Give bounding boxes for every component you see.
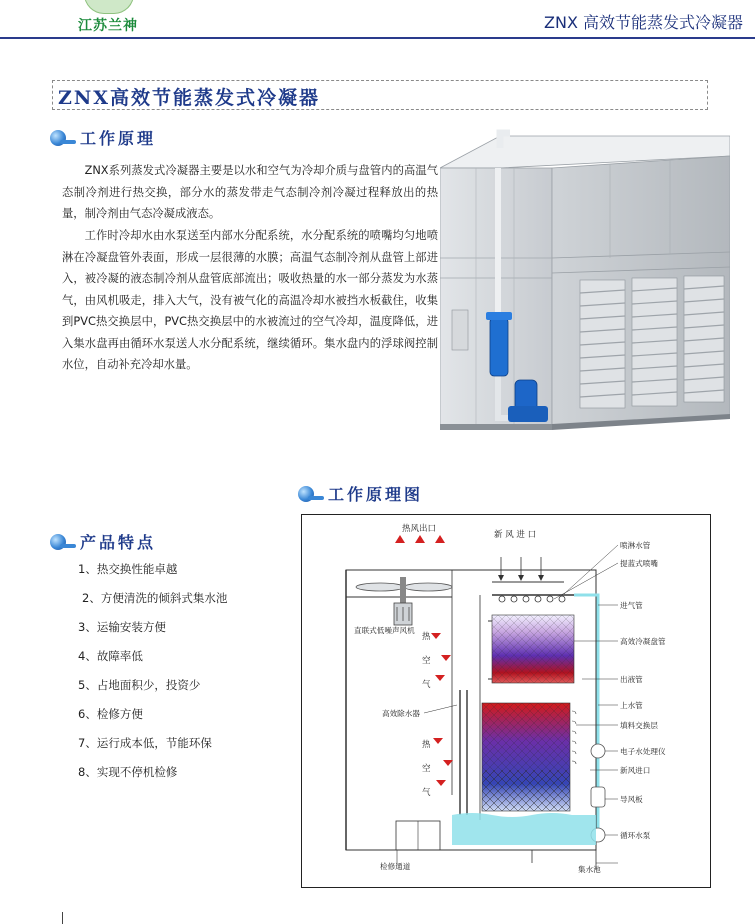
louver-icon xyxy=(591,787,605,807)
header-title: ZNX 高效节能蒸发式冷凝器 xyxy=(544,13,743,32)
fan-icon xyxy=(356,577,452,625)
feature-item: 6、检修方便 xyxy=(78,707,143,721)
label-eliminator: 高效除水器 xyxy=(382,709,420,718)
globe-bullet-icon xyxy=(298,486,324,502)
label-nozzle: 提蓝式喷嘴 xyxy=(620,559,658,568)
condenser-photo xyxy=(440,128,730,433)
principle-title: 工作原理 xyxy=(80,129,157,148)
globe-bullet-icon xyxy=(50,534,76,550)
globe-bullet-icon xyxy=(50,130,76,146)
principle-paragraph-2: 工作时冷却水由水泵送至内部水分配系统，水分配系统的喷嘴均匀地喷淋在冷凝盘管外表面，形成一层很薄的水膜；高温气态制冷剂从盘管上部进入，被冷凝的液态制冷剂从盘管底部流出；吸收热量的水一部分蒸发为水蒸气，由风机吸走，排入大气，没有被气化的高温冷却水被挡水板截住，收集到PVC热交换层中，PVC热交换层中的水被流过的空气冷却，温度降低，进入集水盘再由循环水泵送人水分配系统，继续循环。集水盘内的浮球阀控制水位，自动补充冷却水量。 xyxy=(62,229,438,371)
feature-item: 3、运输安装方便 xyxy=(78,620,166,634)
label-coil: 高效冷凝盘管 xyxy=(620,637,666,646)
label-supply-pipe: 上水管 xyxy=(620,701,643,710)
features-title: 产品特点 xyxy=(80,533,157,552)
principle-paragraph-1: ZNX系列蒸发式冷凝器主要是以水和空气为冷却介质与盘管内的高温气态制冷剂进行热交换，部分水的蒸发带走气态制冷剂冷凝过程释放出的热量，制冷剂由气态冷凝成液态。 xyxy=(62,164,438,220)
diagram-heading xyxy=(298,482,423,505)
feature-item: 7、运行成本低，节能环保 xyxy=(78,736,212,750)
label-hot-air-2c: 气 xyxy=(422,788,431,798)
label-hot-air-1b: 空 xyxy=(422,656,431,666)
label-hot-air-1c: 气 xyxy=(422,680,431,690)
label-outlet-pipe: 出液管 xyxy=(620,675,643,684)
diagram-title: 工作原理图 xyxy=(328,485,424,504)
label-basin: 集水池 xyxy=(578,865,601,874)
label-access: 检修通道 xyxy=(380,862,411,871)
label-electronic: 电子水处理仪 xyxy=(620,747,666,756)
label-spray-pipe: 喷淋水管 xyxy=(620,541,651,550)
label-hot-air-2a: 热 xyxy=(422,740,431,750)
label-hot-air-out: 热风出口 xyxy=(402,524,437,534)
feature-item: 1、热交换性能卓越 xyxy=(78,562,178,576)
label-pump: 循环水泵 xyxy=(620,831,651,840)
label-fan: 直联式低噪声风机 xyxy=(354,626,415,635)
brand-logo-icon xyxy=(84,0,134,14)
diagram-svg xyxy=(302,515,710,887)
label-fill: 填料交换层 xyxy=(620,721,658,730)
main-title: ZNX高效节能蒸发式冷凝器 xyxy=(58,87,320,109)
page-edge-mark xyxy=(62,912,63,924)
label-hot-air-1a: 热 xyxy=(422,632,431,642)
feature-item: 2、方便清洗的倾斜式集水池 xyxy=(82,591,228,605)
label-fresh-air-in: 新 风 进 口 xyxy=(494,530,537,540)
features-heading xyxy=(50,530,156,553)
header-rule xyxy=(0,37,755,39)
page-header xyxy=(0,0,755,40)
label-air-inlet: 新风进口 xyxy=(620,766,651,775)
feature-item: 5、占地面积少，投资少 xyxy=(78,678,201,692)
water-treatment-icon xyxy=(591,744,605,758)
label-hot-air-2b: 空 xyxy=(422,764,431,774)
feature-item: 8、实现不停机检修 xyxy=(78,765,178,779)
feature-list xyxy=(78,555,298,787)
label-inlet-pipe: 进气管 xyxy=(620,601,643,610)
principle-heading xyxy=(50,126,156,149)
principle-diagram xyxy=(301,514,711,888)
label-louver: 导风板 xyxy=(620,795,643,804)
brand-name: 江苏兰神 xyxy=(78,18,138,34)
feature-item: 4、故障率低 xyxy=(78,649,143,663)
